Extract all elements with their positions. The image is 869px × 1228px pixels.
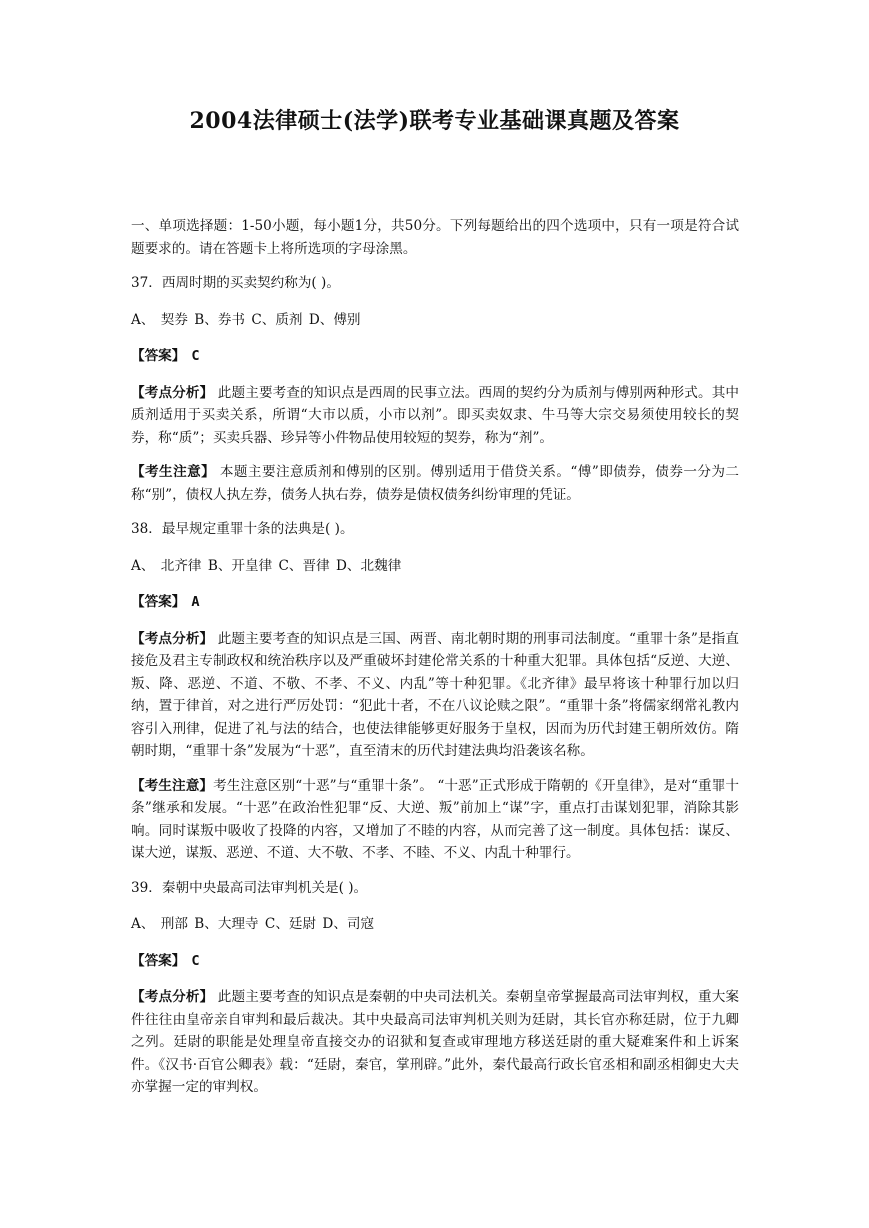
analysis-text: 此题主要考查的知识点是秦朝的中央司法机关。秦朝皇帝掌握最高司法审判权，重大案件往往由皇帝亲自审判和最后裁决。其中央最高司法审判机关则为廷尉，其长官亦称廷尉，位于九卿之列。廷尉的职能是处理皇帝直接交办的诏狱和复查或审理地方移送廷尉的重大疑难案件和上诉案件。《汉书·百官公卿表》载：“廷尉，秦官，掌刑辟。”此外，秦代最高行政长官丞相和副丞相御史大夫亦掌握一定的审判权。	[131, 989, 740, 1095]
question-stem: 38．最早规定重罪十条的法典是( )。	[131, 521, 354, 537]
note-text: 考生注意区别“十恶”与“重罪十条”。 “十恶”正式形成于隋朝的《开皇律》，是对“重罪十条”继承和发展。“十恶”在政治性犯罪“反、大逆、叛”前加上“谋”字，重点打击谋划犯罪，消除其影响。同时谋叛中吸收了投降的内容，又增加了不睦的内容，从而完善了这一制度。具体包括：谋反、谋大逆，谋叛、恶逆、不道、大不敬、不孝、不睦、不义、内乱十种罪行。	[131, 777, 739, 861]
note-label: 【考生注意】	[131, 464, 216, 480]
note-paragraph	[131, 775, 739, 865]
section-instructions: 一、单项选择题：1-50小题，每小题1分，共50分。下列每题给出的四个选项中，只有一项是符合试题要求的。请在答题卡上将所选项的字母涂黑。	[131, 218, 739, 257]
page-title: 2004法律硕士(法学)联考专业基础课真题及答案	[189, 108, 680, 134]
document-body	[131, 215, 739, 1111]
analysis-paragraph	[131, 382, 739, 450]
analysis-label: 【考点分析】	[131, 630, 214, 647]
answer-line	[131, 345, 739, 368]
analysis-label: 【考点分析】	[131, 384, 214, 401]
answer-line	[131, 591, 739, 614]
analysis-paragraph	[131, 628, 739, 763]
question-stem: 37．西周时期的买卖契约称为( )。	[131, 275, 340, 291]
note-text: 本题主要注意质剂和傅别的区别。傅别适用于借贷关系。“傅”即债券，债券一分为二称“别”，债权人执左券，债务人执右券，债券是债权债务纠纷审理的凭证。	[131, 464, 739, 503]
question-options: A、 契券 B、券书 C、质剂 D、傅别	[131, 311, 361, 328]
note-paragraph	[131, 461, 739, 506]
answer-value: C	[191, 952, 200, 969]
analysis-label: 【考点分析】	[131, 989, 214, 1005]
question-stem: 39．秦朝中央最高司法审判机关是( )。	[131, 879, 368, 896]
answer-value: C	[191, 348, 200, 364]
answer-label: 【答案】	[131, 348, 186, 364]
answer-value: A	[191, 594, 200, 610]
answer-label: 【答案】	[131, 952, 186, 969]
note-label: 【考生注意】	[131, 777, 214, 794]
question-options: A、 刑部 B、大理寺 C、廷尉 D、司寇	[131, 916, 375, 932]
analysis-text: 此题主要考查的知识点是三国、两晋、南北朝时期的刑事司法制度。“重罪十条”是指直接危及君主专制政权和统治秩序以及严重破坏封建伦常关系的十种重大犯罪。具体包括“反逆、大逆、叛、降、恶逆、不道、不敬、不孝、不义、内乱”等十种犯罪。《北齐律》最早将该十种罪行加以归纳，置于律首，对之进行严厉处罚：“犯此十者，不在八议论赎之限”。“重罪十条”将儒家纲常礼教内容引入刑律，促进了礼与法的结合，也使法律能够更好服务于皇权，因而为历代封建王朝所效仿。隋朝时期，“重罪十条”发展为“十恶”，直至清末的历代封建法典均沿袭该名称。	[131, 630, 739, 759]
question-options: A、 北齐律 B、开皇律 C、晋律 D、北魏律	[131, 557, 402, 574]
analysis-text: 此题主要考查的知识点是西周的民事立法。西周的契约分为质剂与傅别两种形式。其中质剂适用于买卖关系，所谓“大市以质，小市以剂”。即买卖奴隶、牛马等大宗交易须使用较长的契券，称“质”；买卖兵器、珍异等小件物品使用较短的契券，称为“剂”。	[131, 384, 740, 446]
analysis-paragraph	[131, 986, 739, 1099]
answer-label: 【答案】	[131, 594, 186, 610]
answer-line	[131, 950, 739, 973]
